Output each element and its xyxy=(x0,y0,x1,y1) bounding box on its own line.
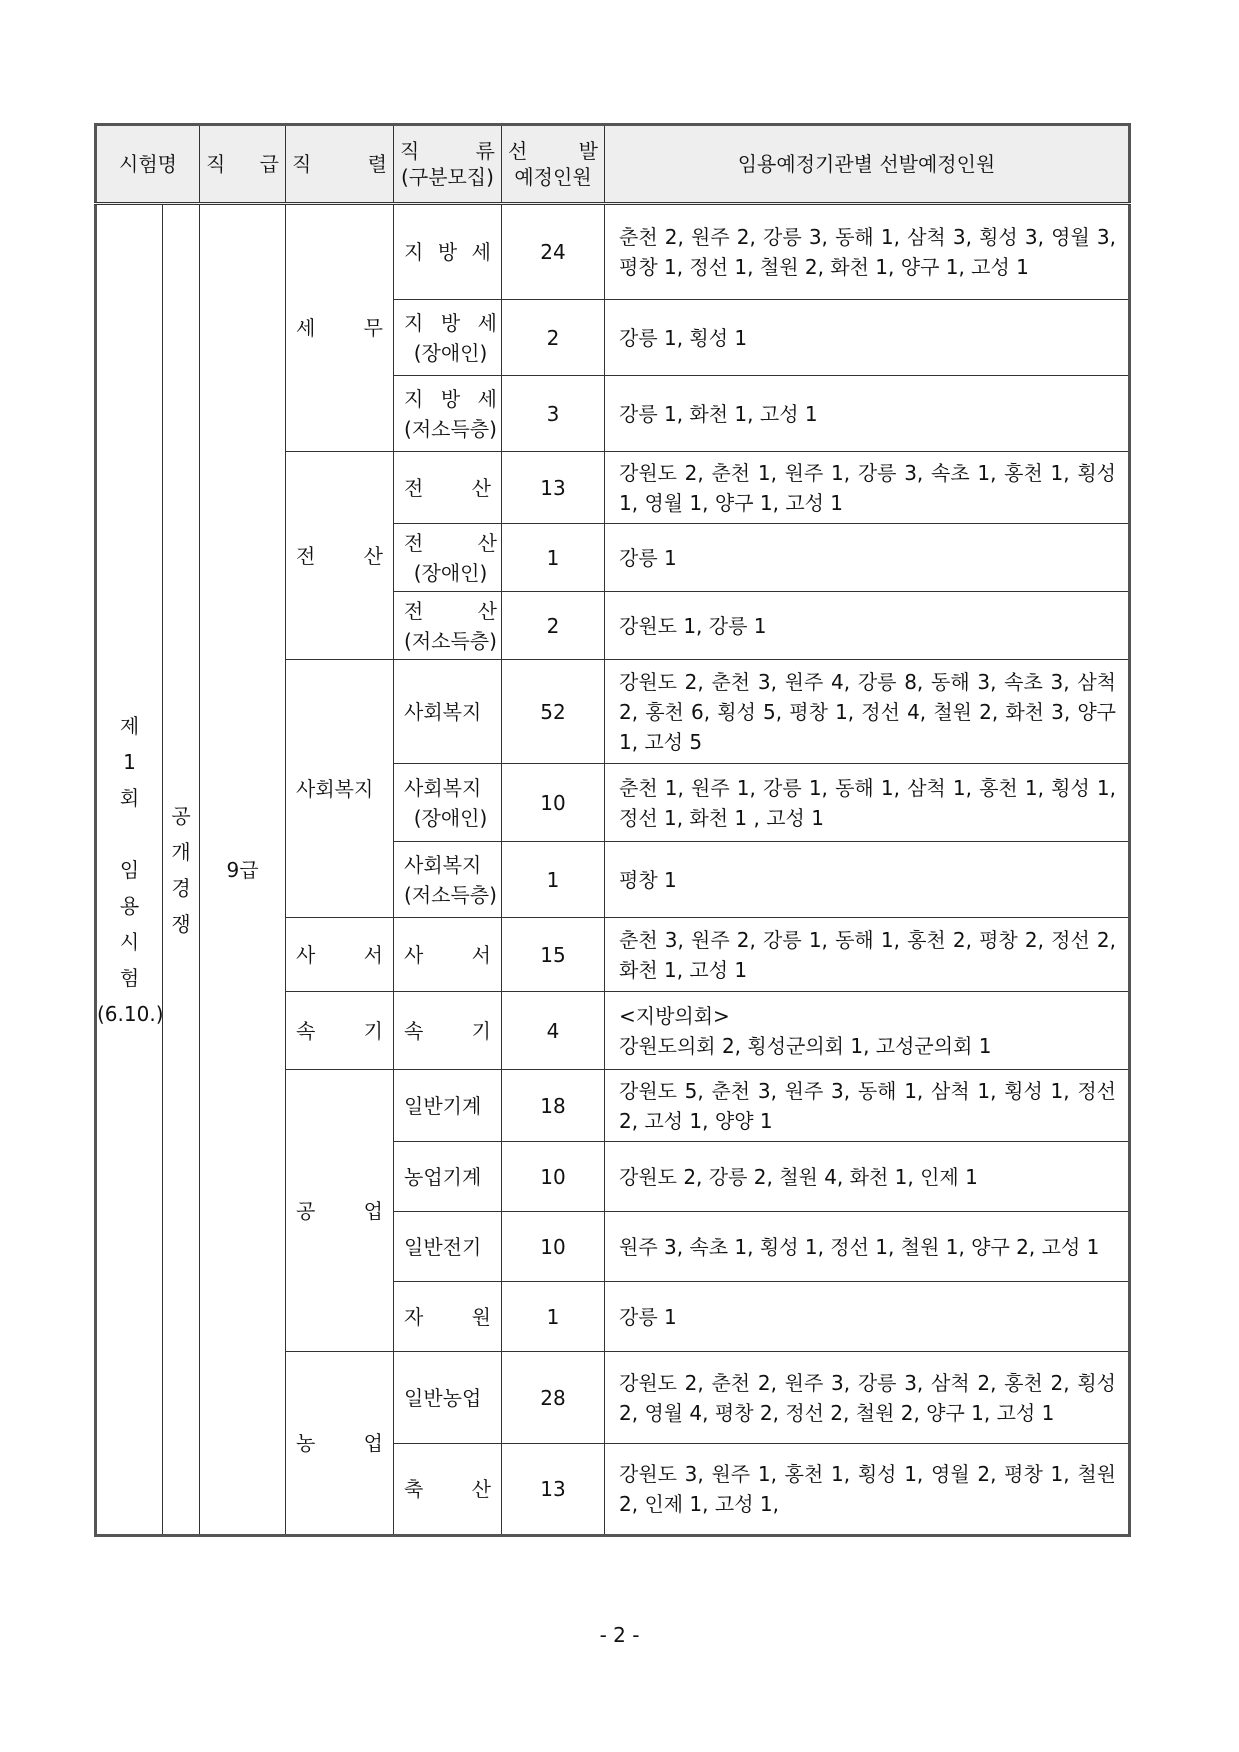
class-cell: 사회복지 (저소득층) xyxy=(394,842,502,918)
quota-cell: 15 xyxy=(502,918,605,992)
quota-cell: 1 xyxy=(502,1282,605,1352)
recruitment-table xyxy=(94,123,1131,1537)
agency-detail-cell: 강원도 2, 춘천 3, 원주 4, 강릉 8, 동해 3, 속초 3, 삼척 2, 홍천 6, 횡성 5, 평창 1, 정선 4, 철원 2, 화천 3, 양구 1, 고성 5 xyxy=(605,660,1130,764)
agency-detail-cell: <지방의회> 강원도의회 2, 횡성군의회 1, 고성군의회 1 xyxy=(605,992,1130,1070)
class-cell: 일반전기 xyxy=(394,1212,502,1282)
quota-cell: 2 xyxy=(502,592,605,660)
quota-cell: 2 xyxy=(502,300,605,376)
quota-cell: 10 xyxy=(502,1212,605,1282)
agency-detail-cell: 강릉 1 xyxy=(605,524,1130,592)
agency-detail-cell: 강릉 1, 화천 1, 고성 1 xyxy=(605,376,1130,452)
agency-detail-cell: 강릉 1 xyxy=(605,1282,1130,1352)
quota-cell: 3 xyxy=(502,376,605,452)
quota-cell: 13 xyxy=(502,1444,605,1536)
quota-cell: 24 xyxy=(502,204,605,300)
class-cell: 지 방 세 (장애인) xyxy=(394,300,502,376)
quota-cell: 18 xyxy=(502,1070,605,1142)
agency-detail-cell: 강릉 1, 횡성 1 xyxy=(605,300,1130,376)
agency-detail-cell: 강원도 2, 춘천 1, 원주 1, 강릉 3, 속초 1, 홍천 1, 횡성 1, 영월 1, 양구 1, 고성 1 xyxy=(605,452,1130,524)
class-cell: 지 방 세 (저소득층) xyxy=(394,376,502,452)
header-exam-name: 시험명 xyxy=(96,125,200,204)
header-agencies: 임용예정기관별 선발예정인원 xyxy=(605,125,1130,204)
table-row xyxy=(96,204,1130,300)
series-cell: 속 기 xyxy=(286,992,394,1070)
table-body xyxy=(96,204,1130,1536)
agency-detail-cell: 강원도 2, 강릉 2, 철원 4, 화천 1, 인제 1 xyxy=(605,1142,1130,1212)
agency-detail-cell: 평창 1 xyxy=(605,842,1130,918)
header-class: 직 류 (구분모집) xyxy=(394,125,502,204)
agency-detail-cell: 춘천 2, 원주 2, 강릉 3, 동해 1, 삼척 3, 횡성 3, 영월 3, 평창 1, 정선 1, 철원 2, 화천 1, 양구 1, 고성 1 xyxy=(605,204,1130,300)
class-cell: 지 방 세 xyxy=(394,204,502,300)
table-header-row xyxy=(96,125,1130,204)
series-cell: 세 무 xyxy=(286,204,394,452)
quota-cell: 13 xyxy=(502,452,605,524)
series-cell: 공 업 xyxy=(286,1070,394,1352)
grade-cell: 9급 xyxy=(200,204,286,1536)
agency-detail-cell: 춘천 3, 원주 2, 강릉 1, 동해 1, 홍천 2, 평창 2, 정선 2, 화천 1, 고성 1 xyxy=(605,918,1130,992)
class-cell: 자 원 xyxy=(394,1282,502,1352)
quota-cell: 28 xyxy=(502,1352,605,1444)
agency-detail-cell: 원주 3, 속초 1, 횡성 1, 정선 1, 철원 1, 양구 2, 고성 1 xyxy=(605,1212,1130,1282)
quota-cell: 10 xyxy=(502,764,605,842)
class-cell: 속 기 xyxy=(394,992,502,1070)
class-cell: 전 산 (장애인) xyxy=(394,524,502,592)
series-cell: 사회복지 xyxy=(286,660,394,918)
agency-detail-cell: 강원도 3, 원주 1, 홍천 1, 횡성 1, 영월 2, 평창 1, 철원 2, 인제 1, 고성 1, xyxy=(605,1444,1130,1536)
page-number: - 2 - xyxy=(599,1623,640,1647)
class-cell: 전 산 xyxy=(394,452,502,524)
class-cell: 일반농업 xyxy=(394,1352,502,1444)
agency-detail-cell: 강원도 1, 강릉 1 xyxy=(605,592,1130,660)
quota-cell: 4 xyxy=(502,992,605,1070)
agency-detail-title: <지방의회> xyxy=(619,1003,730,1028)
quota-cell: 10 xyxy=(502,1142,605,1212)
class-cell: 농업기계 xyxy=(394,1142,502,1212)
quota-cell: 1 xyxy=(502,524,605,592)
header-series: 직 렬 xyxy=(286,125,394,204)
series-cell: 사 서 xyxy=(286,918,394,992)
exam-name-cell: 제 1 회 임 용 시 험 (6.10.) xyxy=(96,204,163,1536)
header-grade: 직 급 xyxy=(200,125,286,204)
class-cell: 일반기계 xyxy=(394,1070,502,1142)
quota-cell: 1 xyxy=(502,842,605,918)
quota-cell: 52 xyxy=(502,660,605,764)
class-cell: 사회복지 (장애인) xyxy=(394,764,502,842)
exam-method-cell: 공 개 경 쟁 xyxy=(163,204,200,1536)
class-cell: 전 산 (저소득층) xyxy=(394,592,502,660)
agency-detail-cell: 강원도 5, 춘천 3, 원주 3, 동해 1, 삼척 1, 횡성 1, 정선 2, 고성 1, 양양 1 xyxy=(605,1070,1130,1142)
header-quota: 선 발 예정인원 xyxy=(502,125,605,204)
class-cell: 사 서 xyxy=(394,918,502,992)
series-cell: 전 산 xyxy=(286,452,394,660)
class-cell: 사회복지 xyxy=(394,660,502,764)
series-cell: 농 업 xyxy=(286,1352,394,1536)
agency-detail-cell: 강원도 2, 춘천 2, 원주 3, 강릉 3, 삼척 2, 홍천 2, 횡성 2, 영월 4, 평창 2, 정선 2, 철원 2, 양구 1, 고성 1 xyxy=(605,1352,1130,1444)
class-cell: 축 산 xyxy=(394,1444,502,1536)
agency-detail-cell: 춘천 1, 원주 1, 강릉 1, 동해 1, 삼척 1, 홍천 1, 횡성 1, 정선 1, 화천 1 , 고성 1 xyxy=(605,764,1130,842)
